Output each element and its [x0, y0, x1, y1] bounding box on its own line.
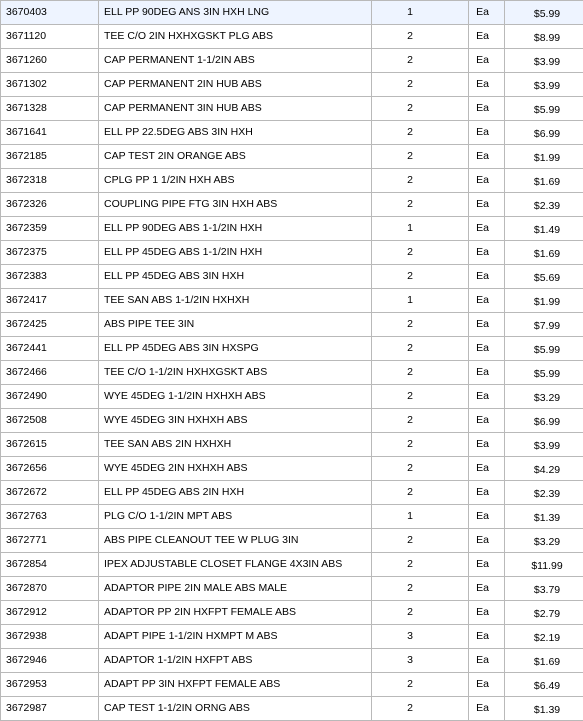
price-cell[interactable]: $3.29 [505, 385, 583, 409]
unit-cell[interactable]: Ea [469, 97, 505, 121]
description-cell[interactable]: TEE C/O 2IN HXHXGSKT PLG ABS [99, 25, 372, 49]
quantity-cell[interactable]: 2 [372, 97, 469, 121]
description-cell[interactable]: ADAPTOR PIPE 2IN MALE ABS MALE [99, 577, 372, 601]
description-cell[interactable]: ADAPT PP 3IN HXFPT FEMALE ABS [99, 673, 372, 697]
quantity-cell[interactable]: 2 [372, 169, 469, 193]
sku-cell[interactable]: 3671302 [1, 73, 99, 97]
unit-cell[interactable]: Ea [469, 625, 505, 649]
price-cell[interactable]: $5.99 [505, 337, 583, 361]
unit-cell[interactable]: Ea [469, 361, 505, 385]
quantity-cell[interactable]: 2 [372, 481, 469, 505]
unit-cell[interactable]: Ea [469, 241, 505, 265]
description-cell[interactable]: TEE C/O 1-1/2IN HXHXGSKT ABS [99, 361, 372, 385]
sku-cell[interactable]: 3672854 [1, 553, 99, 577]
description-cell[interactable]: IPEX ADJUSTABLE CLOSET FLANGE 4X3IN ABS [99, 553, 372, 577]
quantity-cell[interactable]: 2 [372, 265, 469, 289]
table-row[interactable] [1, 457, 583, 481]
sku-cell[interactable]: 3672326 [1, 193, 99, 217]
sku-cell[interactable]: 3671120 [1, 25, 99, 49]
sku-cell[interactable]: 3672508 [1, 409, 99, 433]
unit-cell[interactable]: Ea [469, 25, 505, 49]
table-row[interactable] [1, 577, 583, 601]
price-cell[interactable]: $7.99 [505, 313, 583, 337]
description-cell[interactable]: ELL PP 45DEG ABS 1-1/2IN HXH [99, 241, 372, 265]
quantity-cell[interactable]: 2 [372, 529, 469, 553]
unit-cell[interactable]: Ea [469, 505, 505, 529]
quantity-cell[interactable]: 2 [372, 49, 469, 73]
table-row[interactable] [1, 433, 583, 457]
sku-cell[interactable]: 3672953 [1, 673, 99, 697]
sku-cell[interactable]: 3672912 [1, 601, 99, 625]
unit-cell[interactable]: Ea [469, 553, 505, 577]
table-row[interactable] [1, 241, 583, 265]
description-cell[interactable]: ADAPTOR 1-1/2IN HXFPT ABS [99, 649, 372, 673]
description-cell[interactable]: ABS PIPE TEE 3IN [99, 313, 372, 337]
sku-cell[interactable]: 3672771 [1, 529, 99, 553]
description-cell[interactable]: ELL PP 45DEG ABS 2IN HXH [99, 481, 372, 505]
description-cell[interactable]: CAP PERMANENT 3IN HUB ABS [99, 97, 372, 121]
table-row[interactable] [1, 97, 583, 121]
price-cell[interactable]: $11.99 [505, 553, 583, 577]
table-row[interactable] [1, 73, 583, 97]
price-cell[interactable]: $5.99 [505, 1, 583, 25]
description-cell[interactable]: WYE 45DEG 1-1/2IN HXHXH ABS [99, 385, 372, 409]
unit-cell[interactable]: Ea [469, 49, 505, 73]
price-cell[interactable]: $2.79 [505, 601, 583, 625]
price-cell[interactable]: $2.39 [505, 193, 583, 217]
description-cell[interactable]: ELL PP 90DEG ABS 1-1/2IN HXH [99, 217, 372, 241]
sku-cell[interactable]: 3672318 [1, 169, 99, 193]
unit-cell[interactable]: Ea [469, 121, 505, 145]
description-cell[interactable]: ELL PP 22.5DEG ABS 3IN HXH [99, 121, 372, 145]
quantity-cell[interactable]: 2 [372, 553, 469, 577]
unit-cell[interactable]: Ea [469, 649, 505, 673]
sku-cell[interactable]: 3672383 [1, 265, 99, 289]
sku-cell[interactable]: 3672359 [1, 217, 99, 241]
unit-cell[interactable]: Ea [469, 481, 505, 505]
sku-cell[interactable]: 3672938 [1, 625, 99, 649]
price-cell[interactable]: $6.49 [505, 673, 583, 697]
price-cell[interactable]: $1.69 [505, 649, 583, 673]
sku-cell[interactable]: 3672870 [1, 577, 99, 601]
price-cell[interactable]: $1.99 [505, 289, 583, 313]
price-cell[interactable]: $5.99 [505, 97, 583, 121]
table-row[interactable] [1, 553, 583, 577]
quantity-cell[interactable]: 1 [372, 1, 469, 25]
quantity-cell[interactable]: 2 [372, 601, 469, 625]
sku-cell[interactable]: 3672672 [1, 481, 99, 505]
unit-cell[interactable]: Ea [469, 601, 505, 625]
price-cell[interactable]: $2.39 [505, 481, 583, 505]
quantity-cell[interactable]: 1 [372, 505, 469, 529]
unit-cell[interactable]: Ea [469, 313, 505, 337]
price-cell[interactable]: $1.69 [505, 241, 583, 265]
table-row[interactable] [1, 529, 583, 553]
sku-cell[interactable]: 3671260 [1, 49, 99, 73]
unit-cell[interactable]: Ea [469, 385, 505, 409]
unit-cell[interactable]: Ea [469, 457, 505, 481]
price-cell[interactable]: $3.79 [505, 577, 583, 601]
quantity-cell[interactable]: 2 [372, 337, 469, 361]
quantity-cell[interactable]: 1 [372, 289, 469, 313]
description-cell[interactable]: ADAPTOR PP 2IN HXFPT FEMALE ABS [99, 601, 372, 625]
price-cell[interactable]: $2.19 [505, 625, 583, 649]
sku-cell[interactable]: 3672656 [1, 457, 99, 481]
unit-cell[interactable]: Ea [469, 1, 505, 25]
unit-cell[interactable]: Ea [469, 433, 505, 457]
unit-cell[interactable]: Ea [469, 193, 505, 217]
price-cell[interactable]: $6.99 [505, 409, 583, 433]
quantity-cell[interactable]: 1 [372, 217, 469, 241]
quantity-cell[interactable]: 2 [372, 145, 469, 169]
quantity-cell[interactable]: 2 [372, 409, 469, 433]
table-row[interactable] [1, 481, 583, 505]
sku-cell[interactable]: 3672466 [1, 361, 99, 385]
table-row[interactable] [1, 409, 583, 433]
table-row[interactable] [1, 169, 583, 193]
table-row[interactable] [1, 193, 583, 217]
table-row[interactable] [1, 337, 583, 361]
quantity-cell[interactable]: 2 [372, 361, 469, 385]
table-row[interactable] [1, 601, 583, 625]
description-cell[interactable]: ADAPT PIPE 1-1/2IN HXMPT M ABS [99, 625, 372, 649]
description-cell[interactable]: CAP PERMANENT 1-1/2IN ABS [99, 49, 372, 73]
quantity-cell[interactable]: 2 [372, 577, 469, 601]
sku-cell[interactable]: 3672375 [1, 241, 99, 265]
description-cell[interactable]: TEE SAN ABS 2IN HXHXH [99, 433, 372, 457]
description-cell[interactable]: PLG C/O 1-1/2IN MPT ABS [99, 505, 372, 529]
sku-cell[interactable]: 3672425 [1, 313, 99, 337]
sku-cell[interactable]: 3672185 [1, 145, 99, 169]
sku-cell[interactable]: 3672946 [1, 649, 99, 673]
price-cell[interactable]: $1.39 [505, 505, 583, 529]
table-row[interactable] [1, 361, 583, 385]
unit-cell[interactable]: Ea [469, 529, 505, 553]
unit-cell[interactable]: Ea [469, 73, 505, 97]
unit-cell[interactable]: Ea [469, 337, 505, 361]
price-cell[interactable]: $5.69 [505, 265, 583, 289]
price-cell[interactable]: $1.69 [505, 169, 583, 193]
description-cell[interactable]: CAP PERMANENT 2IN HUB ABS [99, 73, 372, 97]
price-cell[interactable]: $3.29 [505, 529, 583, 553]
quantity-cell[interactable]: 3 [372, 649, 469, 673]
description-cell[interactable]: COUPLING PIPE FTG 3IN HXH ABS [99, 193, 372, 217]
table-row[interactable] [1, 49, 583, 73]
description-cell[interactable]: CAP TEST 2IN ORANGE ABS [99, 145, 372, 169]
quantity-cell[interactable]: 2 [372, 433, 469, 457]
unit-cell[interactable]: Ea [469, 169, 505, 193]
quantity-cell[interactable]: 2 [372, 193, 469, 217]
sku-cell[interactable]: 3672417 [1, 289, 99, 313]
table-row[interactable] [1, 625, 583, 649]
quantity-cell[interactable]: 3 [372, 625, 469, 649]
description-cell[interactable]: WYE 45DEG 3IN HXHXH ABS [99, 409, 372, 433]
table-row[interactable] [1, 145, 583, 169]
unit-cell[interactable]: Ea [469, 673, 505, 697]
table-row[interactable] [1, 217, 583, 241]
table-row[interactable] [1, 121, 583, 145]
price-cell[interactable]: $5.99 [505, 361, 583, 385]
description-cell[interactable]: ABS PIPE CLEANOUT TEE W PLUG 3IN [99, 529, 372, 553]
table-row[interactable] [1, 25, 583, 49]
sku-cell[interactable]: 3672987 [1, 697, 99, 721]
table-row[interactable] [1, 313, 583, 337]
table-row[interactable] [1, 673, 583, 697]
quantity-cell[interactable]: 2 [372, 73, 469, 97]
sku-cell[interactable]: 3672763 [1, 505, 99, 529]
table-row[interactable] [1, 697, 583, 721]
quantity-cell[interactable]: 2 [372, 121, 469, 145]
sku-cell[interactable]: 3671328 [1, 97, 99, 121]
sku-cell[interactable]: 3671641 [1, 121, 99, 145]
sku-cell[interactable]: 3672441 [1, 337, 99, 361]
table-row[interactable] [1, 649, 583, 673]
price-cell[interactable]: $1.49 [505, 217, 583, 241]
sku-cell[interactable]: 3672615 [1, 433, 99, 457]
price-cell[interactable]: $3.99 [505, 49, 583, 73]
unit-cell[interactable]: Ea [469, 217, 505, 241]
table-row[interactable] [1, 289, 583, 313]
description-cell[interactable]: ELL PP 45DEG ABS 3IN HXH [99, 265, 372, 289]
table-row[interactable] [1, 265, 583, 289]
table-row[interactable] [1, 505, 583, 529]
price-cell[interactable]: $8.99 [505, 25, 583, 49]
unit-cell[interactable]: Ea [469, 697, 505, 721]
unit-cell[interactable]: Ea [469, 265, 505, 289]
unit-cell[interactable]: Ea [469, 577, 505, 601]
description-cell[interactable]: TEE SAN ABS 1-1/2IN HXHXH [99, 289, 372, 313]
sku-cell[interactable]: 3672490 [1, 385, 99, 409]
quantity-cell[interactable]: 2 [372, 697, 469, 721]
quantity-cell[interactable]: 2 [372, 313, 469, 337]
description-cell[interactable]: CAP TEST 1-1/2IN ORNG ABS [99, 697, 372, 721]
price-cell[interactable]: $3.99 [505, 433, 583, 457]
quantity-cell[interactable]: 2 [372, 457, 469, 481]
table-row[interactable] [1, 385, 583, 409]
quantity-cell[interactable]: 2 [372, 385, 469, 409]
price-cell[interactable]: $1.39 [505, 697, 583, 721]
unit-cell[interactable]: Ea [469, 289, 505, 313]
price-cell[interactable]: $1.99 [505, 145, 583, 169]
price-cell[interactable]: $3.99 [505, 73, 583, 97]
unit-cell[interactable]: Ea [469, 409, 505, 433]
quantity-cell[interactable]: 2 [372, 25, 469, 49]
parts-table-body [1, 1, 583, 721]
table-row[interactable] [1, 1, 583, 25]
description-cell[interactable]: CPLG PP 1 1/2IN HXH ABS [99, 169, 372, 193]
unit-cell[interactable]: Ea [469, 145, 505, 169]
quantity-cell[interactable]: 2 [372, 673, 469, 697]
description-cell[interactable]: ELL PP 90DEG ANS 3IN HXH LNG [99, 1, 372, 25]
price-cell[interactable]: $4.29 [505, 457, 583, 481]
description-cell[interactable]: ELL PP 45DEG ABS 3IN HXSPG [99, 337, 372, 361]
price-cell[interactable]: $6.99 [505, 121, 583, 145]
sku-cell[interactable]: 3670403 [1, 1, 99, 25]
description-cell[interactable]: WYE 45DEG 2IN HXHXH ABS [99, 457, 372, 481]
quantity-cell[interactable]: 2 [372, 241, 469, 265]
